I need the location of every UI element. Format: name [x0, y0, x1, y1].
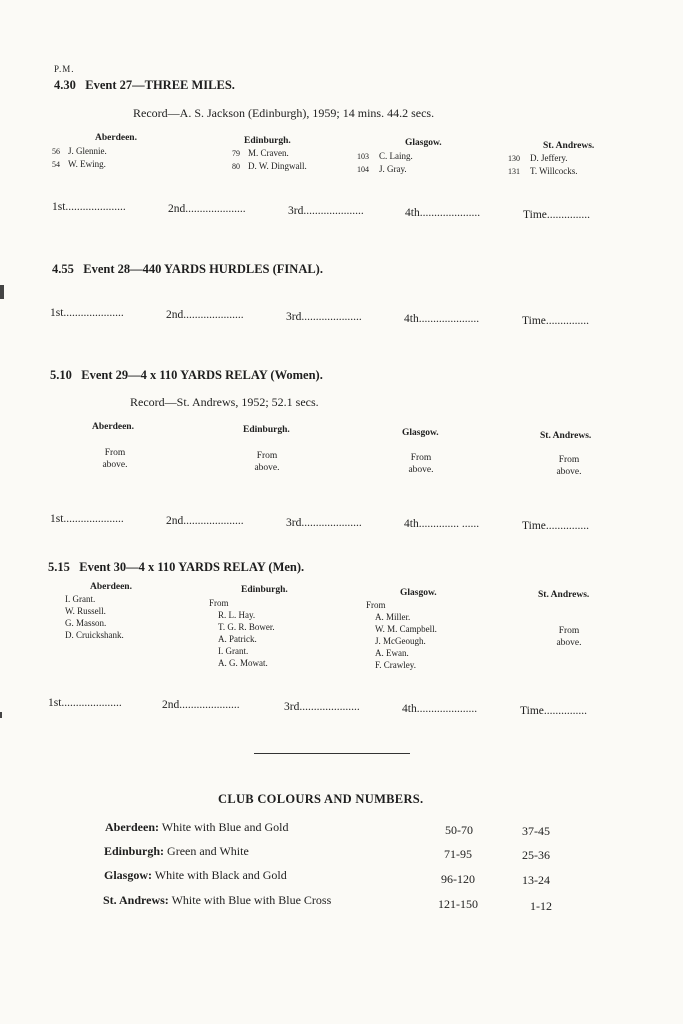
entry: 80 D. W. Dingwall. [232, 161, 307, 171]
entry: 104 J. Gray. [357, 164, 407, 174]
team-list-glasgow [375, 611, 437, 671]
placing-time: Time............... [522, 520, 589, 532]
entry: 131 T. Willcocks. [508, 166, 578, 176]
club-heading-st-andrews: St. Andrews. [540, 431, 592, 441]
event-time: 4.30 [54, 78, 76, 92]
placing-2nd: 2nd..................... [166, 309, 244, 321]
team-member: W. Russell. [65, 606, 106, 616]
team-member: G. Masson. [65, 618, 107, 628]
team-list-aberdeen [65, 593, 124, 641]
club-heading-st-andrews: St. Andrews. [543, 141, 595, 151]
entry: 56 J. Glennie. [52, 146, 107, 156]
placing-time: Time............... [522, 315, 589, 327]
event-time: 4.55 [52, 262, 74, 276]
entry: 103 C. Laing. [357, 151, 413, 161]
colours-description: White with Blue with Blue Cross [171, 893, 332, 907]
from-above-note: From above. [556, 626, 582, 648]
team-member: J. McGeough. [375, 636, 426, 646]
placing-4th: 4th..................... [405, 207, 481, 219]
placing-1st: 1st..................... [52, 201, 126, 213]
from-above-note: From above. [556, 455, 582, 477]
placing-3rd: 3rd..................... [286, 517, 362, 529]
team-member: A. Patrick. [218, 634, 257, 644]
event-time: 5.15 [48, 560, 70, 574]
from-label: From [366, 600, 386, 610]
placing-4th: 4th..................... [404, 313, 480, 325]
colours-description: White with Black and Gold [154, 868, 287, 882]
club-heading-aberdeen: Aberdeen. [90, 582, 132, 592]
colours-range-1: 71-95 [444, 847, 472, 861]
colours-row-aberdeen [105, 820, 288, 835]
colours-range-2: 37-45 [522, 824, 550, 838]
entry: 130 D. Jeffery. [508, 153, 568, 163]
placing-4th: 4th..................... [402, 703, 478, 715]
event-27-record: Record—A. S. Jackson (Edinburgh), 1959; 14 mins. 44.2 secs. [133, 106, 435, 120]
club-colours-title: CLUB COLOURS AND NUMBERS. [218, 792, 424, 806]
colours-row-glasgow [104, 868, 287, 883]
club-heading-st-andrews: St. Andrews. [538, 590, 590, 600]
club-heading-aberdeen: Aberdeen. [92, 422, 134, 432]
club-heading-edinburgh: Edinburgh. [241, 585, 288, 595]
colours-range-1: 96-120 [441, 872, 475, 886]
team-member: R. L. Hay. [218, 610, 256, 620]
event-title: Event 30—4 x 110 YARDS RELAY (Men). [79, 560, 305, 574]
event-29-record: Record—St. Andrews, 1952; 52.1 secs. [130, 395, 319, 409]
team-member: F. Crawley. [375, 660, 416, 670]
entry-list-st-andrews [508, 152, 578, 178]
club-heading-edinburgh: Edinburgh. [244, 136, 291, 146]
placing-3rd: 3rd..................... [288, 205, 364, 217]
colours-range-1: 121-150 [438, 897, 478, 911]
placing-2nd: 2nd..................... [166, 515, 244, 527]
colours-club: Aberdeen: [105, 820, 159, 834]
event-30-heading [48, 560, 304, 575]
placing-2nd: 2nd..................... [168, 203, 246, 215]
team-member: I. Grant. [65, 594, 96, 604]
colours-description: White with Blue and Gold [161, 820, 289, 834]
colours-club: St. Andrews: [103, 893, 169, 907]
event-29-heading [50, 368, 323, 383]
colours-row-edinburgh [104, 844, 249, 859]
event-27-heading [54, 78, 235, 93]
colours-club: Glasgow: [104, 868, 152, 882]
entry-list-aberdeen [52, 145, 107, 171]
from-above-note: From above. [254, 451, 280, 473]
placing-time: Time............... [523, 209, 590, 221]
placing-2nd: 2nd..................... [162, 699, 240, 711]
team-list-edinburgh [218, 609, 275, 669]
entry: 79 M. Craven. [232, 148, 289, 158]
club-heading-glasgow: Glasgow. [400, 588, 437, 598]
placing-time: Time............... [520, 705, 587, 717]
placing-1st: 1st..................... [50, 307, 124, 319]
club-heading-glasgow: Glasgow. [402, 428, 439, 438]
colours-range-2: 1-12 [530, 899, 552, 913]
colours-club: Edinburgh: [104, 844, 165, 858]
event-time: 5.10 [50, 368, 72, 382]
entry-list-glasgow [357, 150, 413, 176]
placing-4th: 4th.............. ...... [404, 518, 480, 530]
binding-mark [0, 712, 2, 718]
club-heading-glasgow: Glasgow. [405, 138, 442, 148]
team-member: T. G. R. Bower. [218, 622, 275, 632]
entry: 54 W. Ewing. [52, 159, 106, 169]
from-above-note: From above. [408, 453, 434, 475]
pm-label: P.M. [54, 64, 75, 74]
binding-mark [0, 285, 4, 299]
placing-3rd: 3rd..................... [284, 701, 360, 713]
colours-range-2: 25-36 [522, 848, 550, 862]
entry-list-edinburgh [232, 147, 307, 173]
section-divider [254, 753, 410, 754]
colours-row-st-andrews [103, 893, 331, 908]
from-label: From [209, 598, 229, 608]
team-member: D. Cruickshank. [65, 630, 124, 640]
team-member: A. Miller. [375, 612, 411, 622]
club-heading-edinburgh: Edinburgh. [243, 425, 290, 435]
team-member: A. G. Mowat. [218, 658, 268, 668]
colours-description: Green and White [167, 844, 249, 858]
event-title: Event 27—THREE MILES. [85, 78, 235, 92]
placing-1st: 1st..................... [48, 697, 122, 709]
team-member: A. Ewan. [375, 648, 409, 658]
colours-range-2: 13-24 [522, 873, 550, 887]
from-above-note: From above. [102, 448, 128, 470]
event-title: Event 29—4 x 110 YARDS RELAY (Women). [81, 368, 323, 382]
placing-1st: 1st..................... [50, 513, 124, 525]
team-member: I. Grant. [218, 646, 249, 656]
event-28-heading [52, 262, 323, 277]
team-member: W. M. Campbell. [375, 624, 437, 634]
event-title: Event 28—440 YARDS HURDLES (FINAL). [83, 262, 323, 276]
placing-3rd: 3rd..................... [286, 311, 362, 323]
colours-range-1: 50-70 [445, 823, 473, 837]
club-heading-aberdeen: Aberdeen. [95, 133, 137, 143]
